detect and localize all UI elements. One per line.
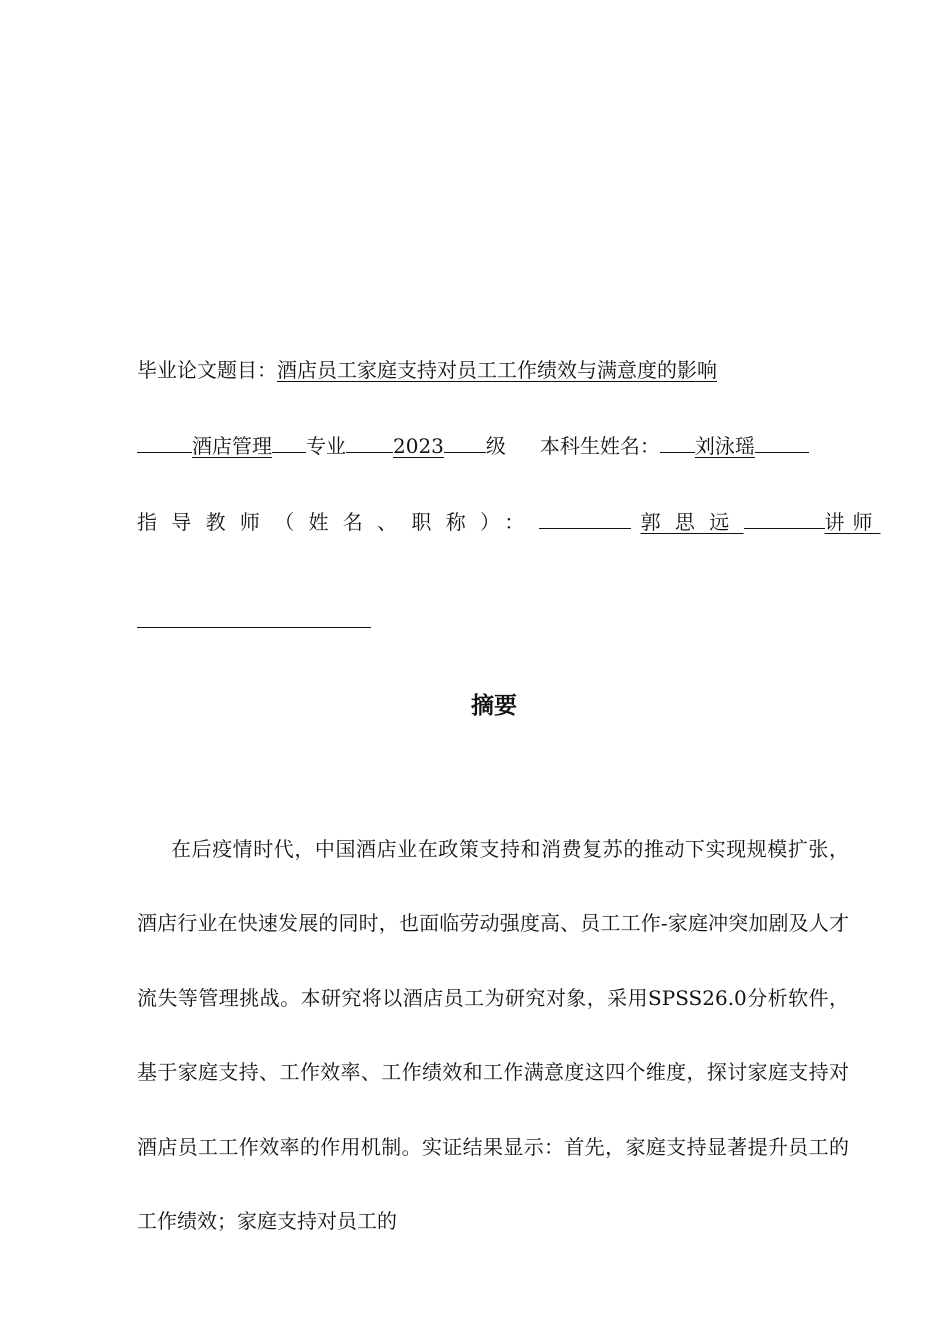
- abstract-heading: 摘要: [471, 693, 517, 719]
- signature-underline: [137, 627, 371, 628]
- grade-label: 级: [485, 434, 506, 458]
- advisor-name: 郭思远: [640, 510, 744, 534]
- major-value: 酒店管理: [192, 434, 272, 458]
- advisor-label: 指导教师（姓名、职称）：: [137, 510, 539, 534]
- thesis-title-value: 酒店员工家庭支持对员工工作绩效与满意度的影响: [277, 358, 717, 382]
- student-blank-left: [660, 430, 695, 453]
- advisor-line: [137, 506, 881, 536]
- major-grade-student-line: [137, 430, 809, 460]
- advisor-blank-left: [539, 506, 631, 529]
- student-label: 本科生姓名：: [539, 434, 660, 458]
- advisor-title: 讲师: [824, 510, 881, 534]
- student-value: 刘泳瑶: [694, 434, 755, 458]
- grade-blank-right: [444, 430, 486, 453]
- student-blank-right: [755, 430, 809, 453]
- grade-value: 2023: [393, 434, 444, 458]
- major-blank-right: [272, 430, 306, 453]
- thesis-title-line: [137, 356, 717, 384]
- thesis-title-label: 毕业论文题目：: [137, 358, 277, 382]
- grade-blank-left: [346, 430, 393, 453]
- abstract-paragraph: 在后疫情时代，中国酒店业在政策支持和消费复苏的推动下实现规模扩张，酒店行业在快速发展的同时，也面临劳动强度高、员工工作-家庭冲突加剧及人才流失等管理挑战。本研究将以酒店员工为研究对象，采用SPSS26.0分析软件，基于家庭支持、工作效率、工作绩效和工作满意度这四个维度，探讨家庭支持对酒店员工工作效率的作用机制。实证结果显示：首先，家庭支持显著提升员工的工作绩效；家庭支持对员工的: [137, 837, 849, 1234]
- major-blank-left: [137, 430, 192, 453]
- major-label: 专业: [306, 434, 346, 458]
- advisor-blank-mid: [744, 506, 825, 529]
